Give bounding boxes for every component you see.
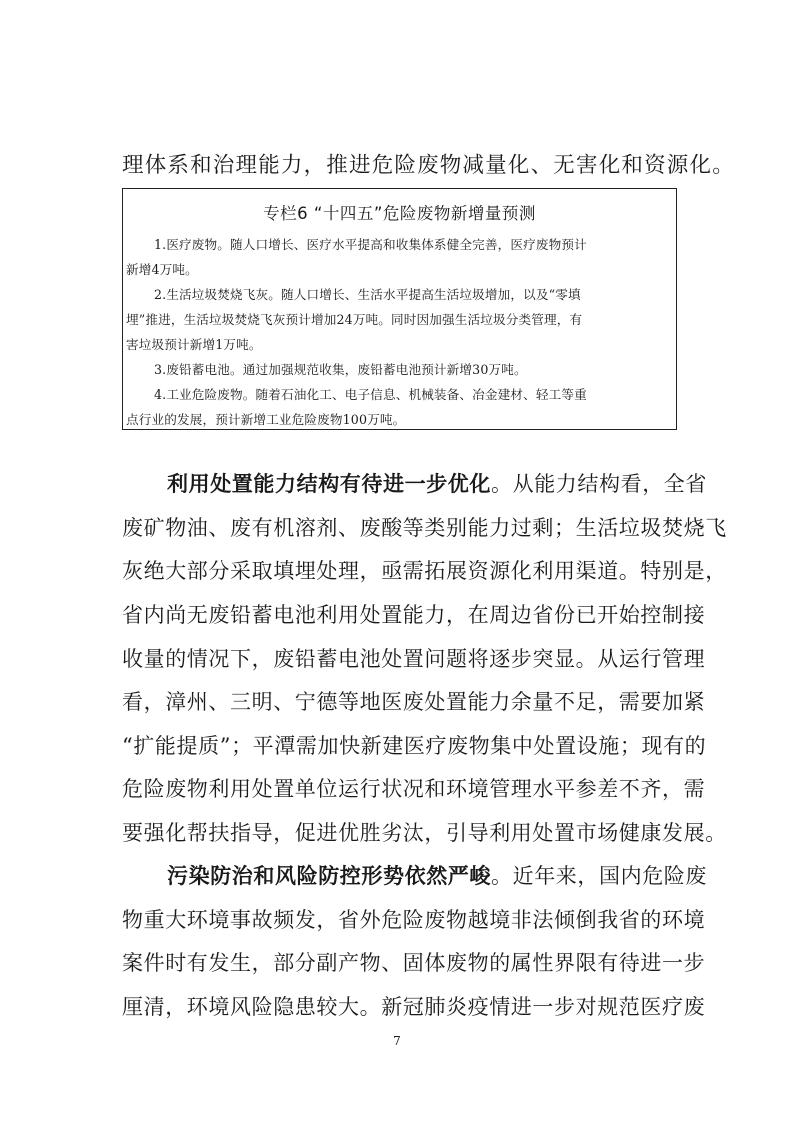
paragraph-line	[167, 860, 722, 890]
paragraph-line: 物重大环境事故频发，省外危险废物越境非法倾倒我省的环境	[122, 908, 706, 932]
box-line: 新增4万吨。	[126, 262, 198, 277]
lead-line: 理体系和治理能力，推进危险废物减量化、无害化和资源化。	[122, 153, 735, 178]
paragraph-text: 。近年来，国内危险废	[491, 864, 707, 888]
paragraph-line: 收量的情况下，废铅蓄电池处置问题将逐步突显。从运行管理	[122, 647, 706, 671]
box-line: 点行业的发展，预计新增工业危险废物100万吨。	[126, 412, 406, 427]
paragraph-line: 灰绝大部分采取填埋处理，亟需拓展资源化利用渠道。特别是，	[122, 559, 727, 583]
box-line: 3.废铅蓄电池。通过加强规范收集，废铅蓄电池预计新增30万吨。	[154, 362, 527, 377]
special-column-box	[122, 188, 677, 430]
box-line: 害垃圾预计新增1万吨。	[126, 337, 262, 352]
paragraph-line: “扩能提质”；平潭需加快新建医疗废物集中处置设施；现有的	[122, 734, 707, 758]
paragraph-line: 危险废物利用处置单位运行状况和环境管理水平参差不齐，需	[122, 777, 706, 801]
box-line: 1.医疗废物。随人口增长、医疗水平提高和收集体系健全完善，医疗废物预计	[154, 237, 587, 252]
paragraph-line: 案件时有发生，部分副产物、固体废物的属性界限有待进一步	[122, 951, 706, 975]
paragraph-line: 看，漳州、三明、宁德等地医废处置能力余量不足，需要加紧	[122, 690, 706, 714]
paragraph-line: 厘清，环境风险隐患较大。新冠肺炎疫情进一步对规范医疗废	[122, 995, 706, 1019]
paragraph-text: 。从能力结构看，全省	[491, 472, 707, 496]
box-line: 埋”推进，生活垃圾焚烧飞灰预计增加24万吨。同时因加强生活垃圾分类管理，有	[126, 312, 583, 327]
paragraph-heading: 污染防治和风险防控形势依然严峻	[167, 863, 491, 888]
paragraph-line: 废矿物油、废有机溶剂、废酸等类别能力过剩；生活垃圾焚烧飞	[122, 516, 727, 540]
box-line: 4.工业危险废物。随着石油化工、电子信息、机械装备、冶金建材、轻工等重	[154, 387, 587, 402]
paragraph-line: 要强化帮扶指导，促进优胜劣汰，引导利用处置市场健康发展。	[122, 821, 727, 845]
paragraph-line: 省内尚无废铅蓄电池利用处置能力，在周边省份已开始控制接	[122, 603, 706, 627]
box-title: 专栏6 “十四五”危险废物新增量预测	[263, 204, 536, 223]
page-number: 7	[393, 1034, 401, 1048]
paragraph-heading: 利用处置能力结构有待进一步优化	[167, 471, 491, 496]
box-line: 2.生活垃圾焚烧飞灰。随人口增长、生活水平提高生活垃圾增加，以及“零填	[154, 287, 581, 302]
paragraph-line	[167, 468, 722, 498]
